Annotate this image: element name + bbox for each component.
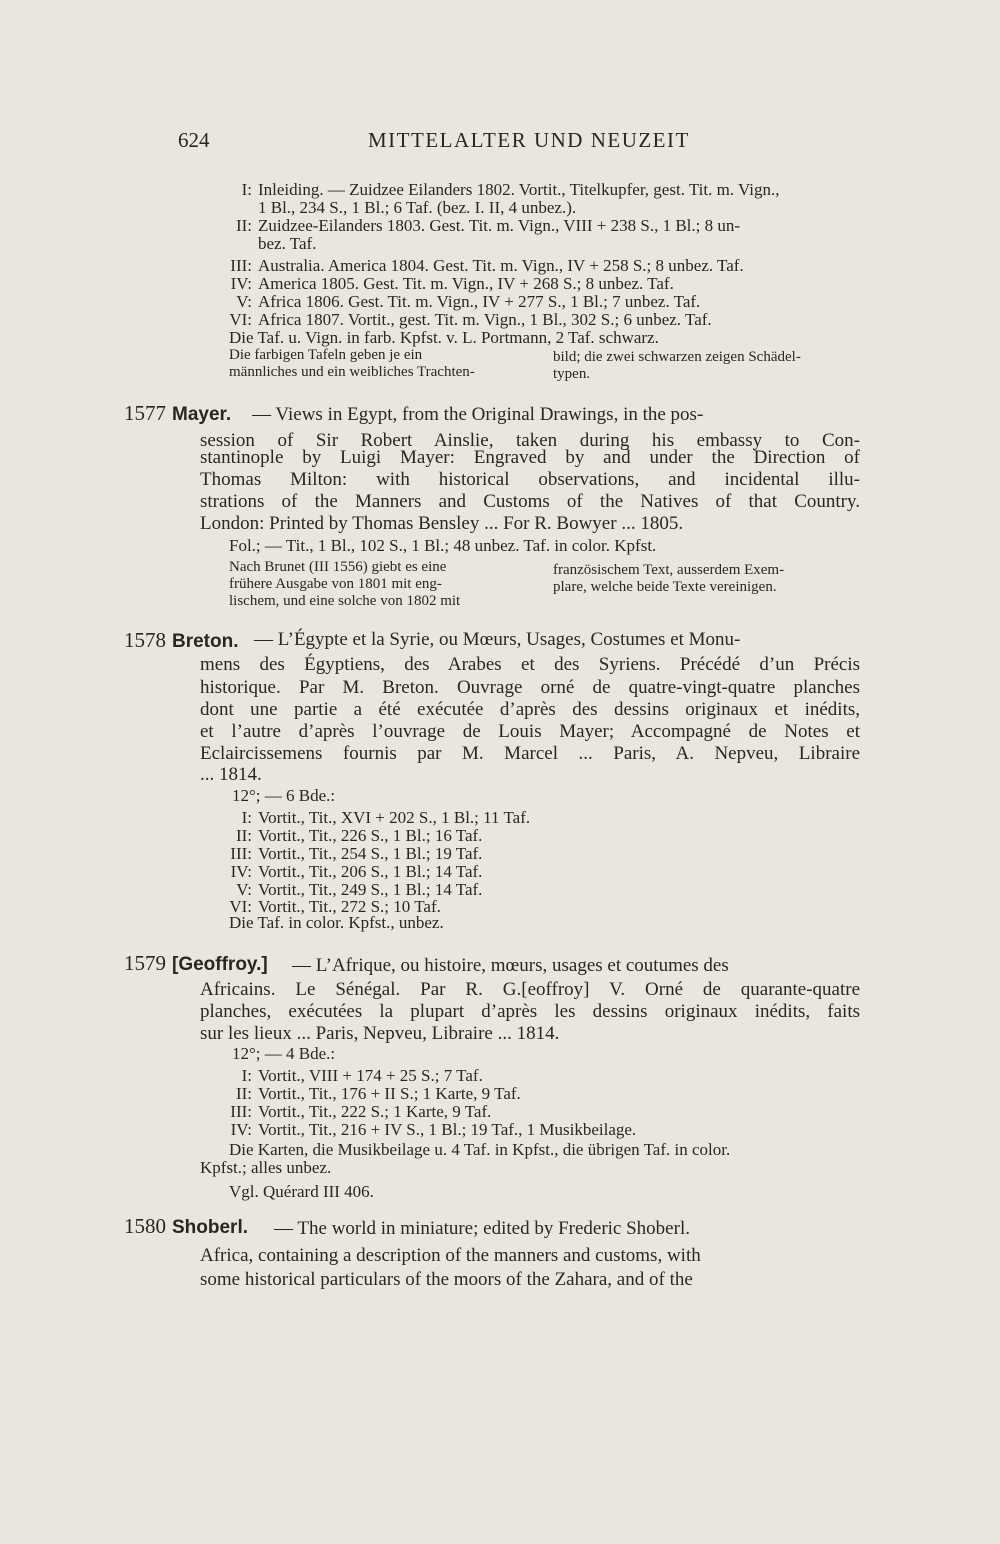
- volume-line: I: Inleiding. — Zuidzee Eilanders 1802. Vortit., Titelkupfer, gest. Tit. m. Vign.,: [241, 180, 780, 199]
- entry-format: 12°; — 6 Bde.:: [232, 786, 336, 805]
- entry-note: Die Taf. in color. Kpfst., unbez.: [229, 913, 444, 932]
- entry-heading: [124, 951, 268, 976]
- entry-format: 12°; — 4 Bde.:: [232, 1044, 336, 1063]
- entry-title-line: some historical particulars of the moors of the Zahara, and of the: [200, 1269, 693, 1290]
- volume-line: IV: Vortit., Tit., 216 + IV S., 1 Bl.; 19 Taf., 1 Musikbeilage.: [230, 1120, 637, 1139]
- entry-heading: [124, 628, 239, 653]
- entry-author: Shoberl.: [172, 1217, 249, 1238]
- volume-line: VI: Africa 1807. Vortit., gest. Tit. m. Vign., 1 Bl., 302 S.; 6 unbez. Taf.: [229, 310, 712, 329]
- entry-author: [Geoffroy.]: [172, 954, 268, 975]
- entry-title-line: Thomas Milton: with historical observations, and incidental illu-: [200, 469, 860, 490]
- entry-title-line: et l’autre d’après l’ouvrage de Louis Mayer; Accompagné de Notes et: [200, 721, 860, 742]
- plates-note: Die Taf. u. Vign. in farb. Kpfst. v. L. Portmann, 2 Taf. schwarz.: [229, 328, 659, 347]
- entry-title-line: sur les lieux ... Paris, Nepveu, Libraire ... 1814.: [200, 1023, 560, 1044]
- note-column-left: Die farbigen Tafeln geben je ein männliches und ein weibliches Trachten-: [229, 347, 475, 380]
- volume-line: II: Vortit., Tit., 226 S., 1 Bl.; 16 Taf.: [235, 826, 483, 845]
- entry-title-line: — The world in miniature; edited by Frederic Shoberl.: [274, 1218, 690, 1239]
- entry-collation: Fol.; — Tit., 1 Bl., 102 S., 1 Bl.; 48 unbez. Taf. in color. Kpfst.: [229, 536, 657, 555]
- volume-line: I: Vortit., Tit., XVI + 202 S., 1 Bl.; 11 Taf.: [241, 808, 531, 827]
- running-title: MITTELALTER UND NEUZEIT: [368, 128, 690, 152]
- note-column-right: französischem Text, ausserdem Exem- plare, welche beide Texte vereinigen.: [553, 562, 785, 595]
- entry-author: Breton.: [172, 631, 239, 652]
- entry-number: 1580: [124, 1214, 166, 1238]
- note-column-right: bild; die zwei schwarzen zeigen Schädel- typen.: [553, 349, 801, 382]
- entry-heading: [124, 401, 231, 426]
- entry-title-line: — L’Égypte et la Syrie, ou Mœurs, Usages, Costumes et Monu-: [254, 629, 741, 650]
- entry-reference: Vgl. Quérard III 406.: [229, 1182, 374, 1201]
- entry-title-line: Africa, containing a description of the manners and customs, with: [200, 1245, 701, 1266]
- volume-line: V: Vortit., Tit., 249 S., 1 Bl.; 14 Taf.: [236, 880, 483, 899]
- entry-title-line: planches, exécutées la plupart d’après les dessins originaux inédits, faits: [200, 1001, 860, 1022]
- volume-line: 1 Bl., 234 S., 1 Bl.; 6 Taf. (bez. I. II, 4 unbez.).: [258, 198, 577, 217]
- entry-title-line: session of Sir Robert Ainslie, taken during his embassy to Con-: [200, 430, 860, 451]
- entry-note: Die Karten, die Musikbeilage u. 4 Taf. in Kpfst., die übrigen Taf. in color.: [229, 1140, 731, 1159]
- entry-title-line: — L’Afrique, ou histoire, mœurs, usages et coutumes des: [292, 955, 729, 976]
- volume-line: I: Vortit., VIII + 174 + 25 S.; 7 Taf.: [241, 1066, 483, 1085]
- entry-author: Mayer.: [172, 404, 232, 425]
- entry-title-line: London: Printed by Thomas Bensley ... For R. Bowyer ... 1805.: [200, 513, 684, 534]
- page-header: [178, 128, 858, 158]
- entry-title-line: stantinople by Luigi Mayer: Engraved by and under the Direction of: [200, 447, 860, 468]
- volume-line: III: Vortit., Tit., 222 S.; 1 Karte, 9 Taf.: [230, 1102, 492, 1121]
- entry-title-line: mens des Égyptiens, des Arabes et des Syriens. Précédé d’un Précis: [200, 654, 860, 675]
- entry-title-line: historique. Par M. Breton. Ouvrage orné de quatre-vingt-quatre planches: [200, 677, 860, 698]
- volume-line: III: Australia. America 1804. Gest. Tit. m. Vign., IV + 258 S.; 8 unbez. Taf.: [230, 256, 744, 275]
- entry-number: 1579: [124, 951, 166, 975]
- entry-title-line: strations of the Manners and Customs of the Natives of that Country.: [200, 491, 860, 512]
- volume-line: IV: America 1805. Gest. Tit. m. Vign., IV + 268 S.; 8 unbez. Taf.: [230, 274, 674, 293]
- entry-number: 1578: [124, 628, 166, 652]
- note-column-left: Nach Brunet (III 1556) giebt es eine frühere Ausgabe von 1801 mit eng- lischem, und eine solche von 1802 mit: [229, 559, 461, 609]
- entry-title-line: Africains. Le Sénégal. Par R. G.[eoffroy] V. Orné de quarante-quatre: [200, 979, 860, 1000]
- volume-line: II: Zuidzee-Eilanders 1803. Gest. Tit. m. Vign., VIII + 238 S., 1 Bl.; 8 un-: [235, 216, 741, 235]
- volume-line: VI: Vortit., Tit., 272 S.; 10 Taf.: [229, 897, 441, 916]
- entry-note: Kpfst.; alles unbez.: [200, 1158, 332, 1177]
- entry-title-line: ... 1814.: [200, 764, 262, 785]
- volume-line: IV: Vortit., Tit., 206 S., 1 Bl.; 14 Taf.: [230, 862, 483, 881]
- volume-line: III: Vortit., Tit., 254 S., 1 Bl.; 19 Taf.: [230, 844, 483, 863]
- volume-line: II: Vortit., Tit., 176 + II S.; 1 Karte, 9 Taf.: [235, 1084, 521, 1103]
- volume-line: bez. Taf.: [258, 234, 317, 253]
- entry-heading: [124, 1214, 248, 1239]
- entry-title-line: — Views in Egypt, from the Original Drawings, in the pos-: [252, 404, 704, 425]
- entry-title-line: Eclaircissemens fournis par M. Marcel ... Paris, A. Nepveu, Libraire: [200, 743, 860, 764]
- page-number: 624: [178, 128, 210, 152]
- entry-number: 1577: [124, 401, 166, 425]
- volume-line: V: Africa 1806. Gest. Tit. m. Vign., IV + 277 S., 1 Bl.; 7 unbez. Taf.: [236, 292, 701, 311]
- entry-title-line: dont une partie a été exécutée d’après des dessins originaux et inédits,: [200, 699, 860, 720]
